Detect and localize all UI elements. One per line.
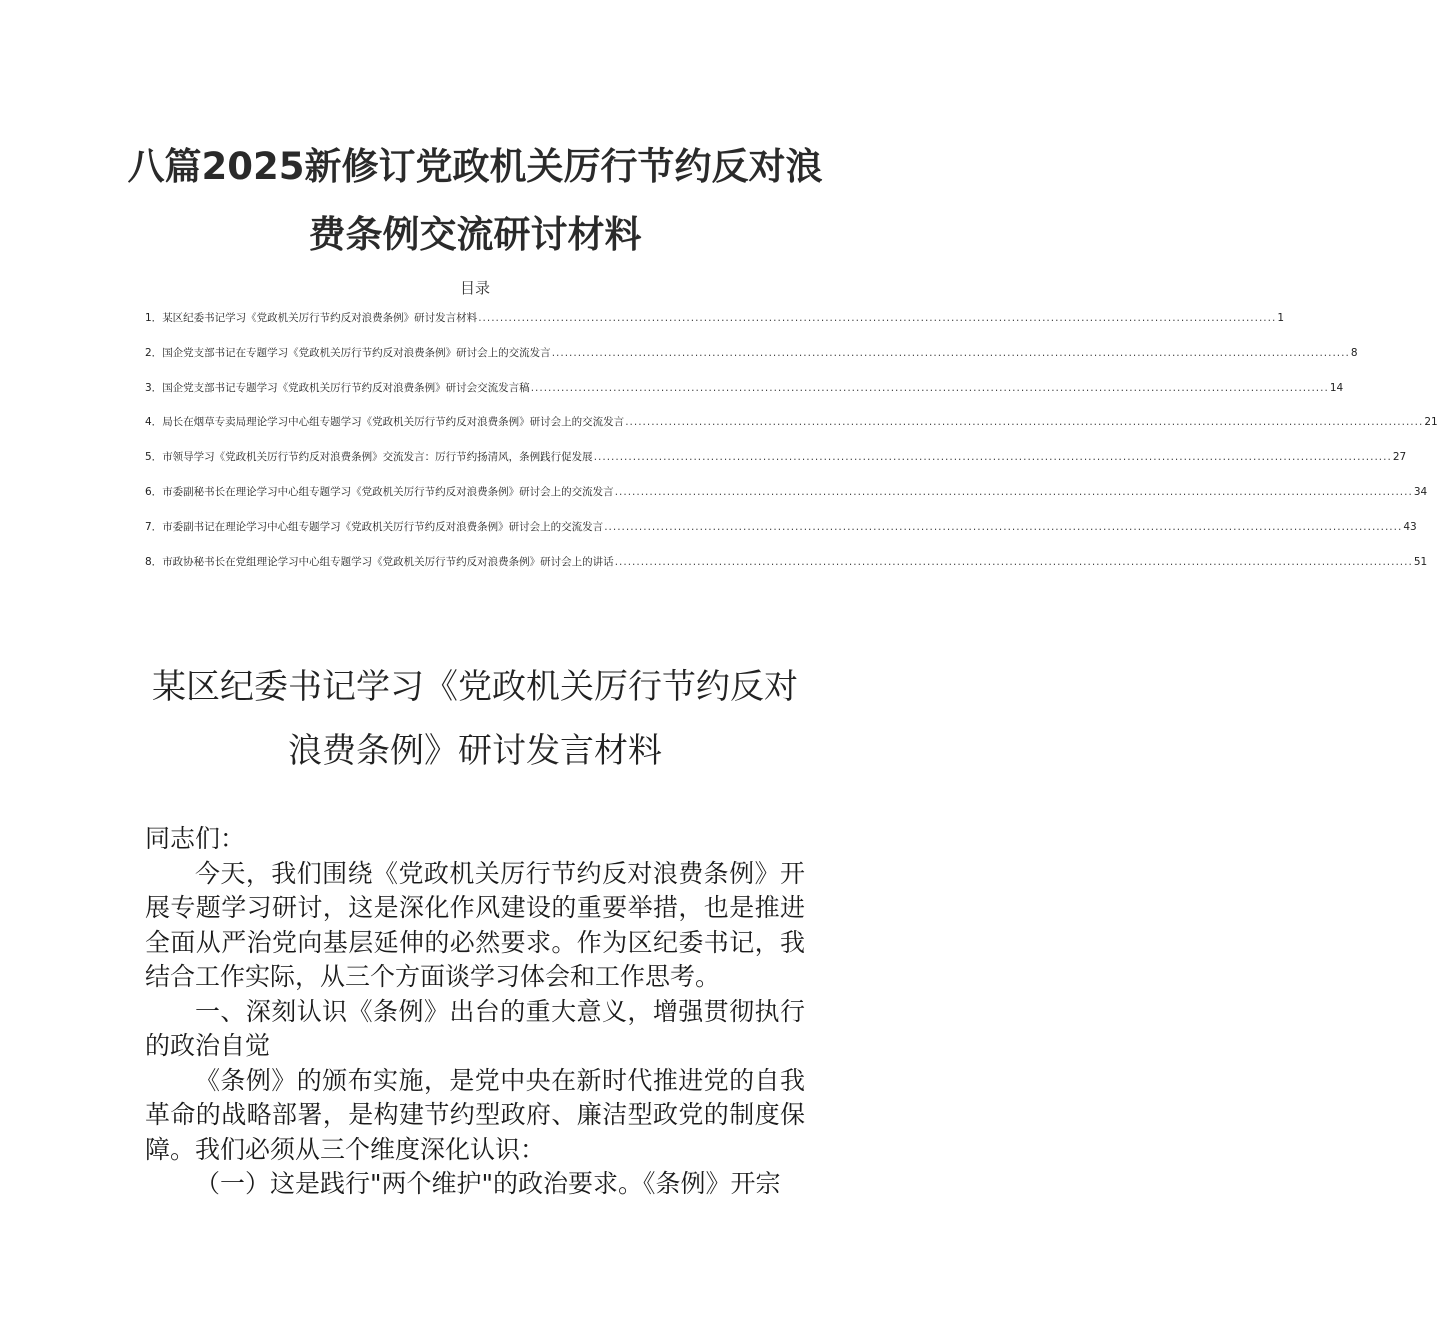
toc-entry[interactable]: [145, 484, 1428, 519]
toc-entry-page: 14: [1329, 381, 1344, 394]
toc-entry[interactable]: [145, 554, 1428, 589]
toc-entry-title: 市领导学习《党政机关厉行节约反对浪费条例》交流发言：厉行节约扬清风，条例践行促发展: [162, 451, 593, 464]
toc-entry-title: 某区纪委书记学习《党政机关厉行节约反对浪费条例》研讨发言材料: [162, 312, 478, 324]
toc-leader-dots: [625, 416, 1423, 428]
toc-entry[interactable]: [145, 310, 1285, 345]
toc-entry-page: 27: [1392, 451, 1407, 464]
paragraph: 《条例》的颁布实施，是党中央在新时代推进党的自我革命的战略部署，是构建节约型政府、廉洁型政党的制度保障。我们必须从三个维度深化认识：: [145, 1065, 805, 1164]
toc-entry-number: 5．: [145, 451, 163, 464]
toc-entry-page: 43: [1403, 520, 1417, 533]
section-heading: 一、深刻认识《条例》出台的重大意义，增强贯彻执行的政治自觉: [145, 996, 805, 1060]
section-title: 某区纪委书记学习《党政机关厉行节约反对浪费条例》研讨发言材料: [152, 667, 798, 771]
toc-entry[interactable]: [145, 414, 1438, 449]
table-of-contents: [145, 310, 1438, 588]
toc-entry-page: 1: [1277, 312, 1285, 324]
toc-leader-dots: [604, 521, 1402, 533]
toc-entry-number: 6．: [145, 485, 163, 498]
toc-entry-title: 市委副书记在理论学习中心组专题学习《党政机关厉行节约反对浪费条例》研讨会上的交流发言: [162, 520, 604, 533]
toc-entry-title: 国企党支部书记专题学习《党政机关厉行节约反对浪费条例》研讨会交流发言稿: [162, 381, 530, 394]
toc-leader-dots: [594, 451, 1392, 463]
toc-leader-dots: [552, 347, 1350, 359]
body-text: [145, 822, 805, 1202]
toc-entry-number: 7．: [145, 520, 163, 533]
toc-entry-title: 市委副秘书长在理论学习中心组专题学习《党政机关厉行节约反对浪费条例》研讨会上的交流发言: [162, 485, 614, 498]
toc-entry[interactable]: [145, 519, 1417, 554]
toc-leader-dots: [531, 382, 1329, 394]
paragraph: （一）这是践行"两个维护"的政治要求。《条例》开宗: [195, 1169, 781, 1198]
toc-entry-page: 21: [1424, 416, 1438, 429]
toc-leader-dots: [478, 312, 1276, 324]
toc-entry-title: 国企党支部书记在专题学习《党政机关厉行节约反对浪费条例》研讨会上的交流发言: [162, 346, 551, 359]
toc-entry-number: 3．: [145, 381, 163, 394]
toc-entry-number: 1．: [145, 312, 163, 324]
toc-entry[interactable]: [145, 345, 1358, 380]
document-title: 八篇2025新修订党政机关厉行节约反对浪费条例交流研讨材料: [127, 145, 823, 256]
paragraph: 今天，我们围绕《党政机关厉行节约反对浪费条例》开展专题学习研讨，这是深化作风建设的重要举措，也是推进全面从严治党向基层延伸的必然要求。作为区纪委书记，我结合工作实际，从三个方面谈学习体会和工作思考。: [145, 858, 805, 991]
toc-heading: 目录: [459, 279, 490, 297]
toc-entry-page: 51: [1413, 555, 1428, 568]
toc-entry-title: 市政协秘书长在党组理论学习中心组专题学习《党政机关厉行节约反对浪费条例》研讨会上的讲话: [162, 555, 614, 568]
salutation: 同志们：: [145, 824, 246, 853]
toc-entry-number: 8．: [145, 555, 163, 568]
toc-entry[interactable]: [145, 449, 1407, 484]
toc-leader-dots: [615, 556, 1413, 568]
toc-entry[interactable]: [145, 380, 1344, 415]
toc-entry-number: 2．: [145, 346, 163, 359]
toc-entry-number: 4．: [145, 416, 163, 429]
toc-leader-dots: [615, 486, 1413, 498]
toc-entry-page: 34: [1413, 485, 1428, 498]
toc-entry-title: 局长在烟草专卖局理论学习中心组专题学习《党政机关厉行节约反对浪费条例》研讨会上的交流发言: [162, 416, 625, 429]
toc-entry-page: 8: [1350, 346, 1358, 359]
